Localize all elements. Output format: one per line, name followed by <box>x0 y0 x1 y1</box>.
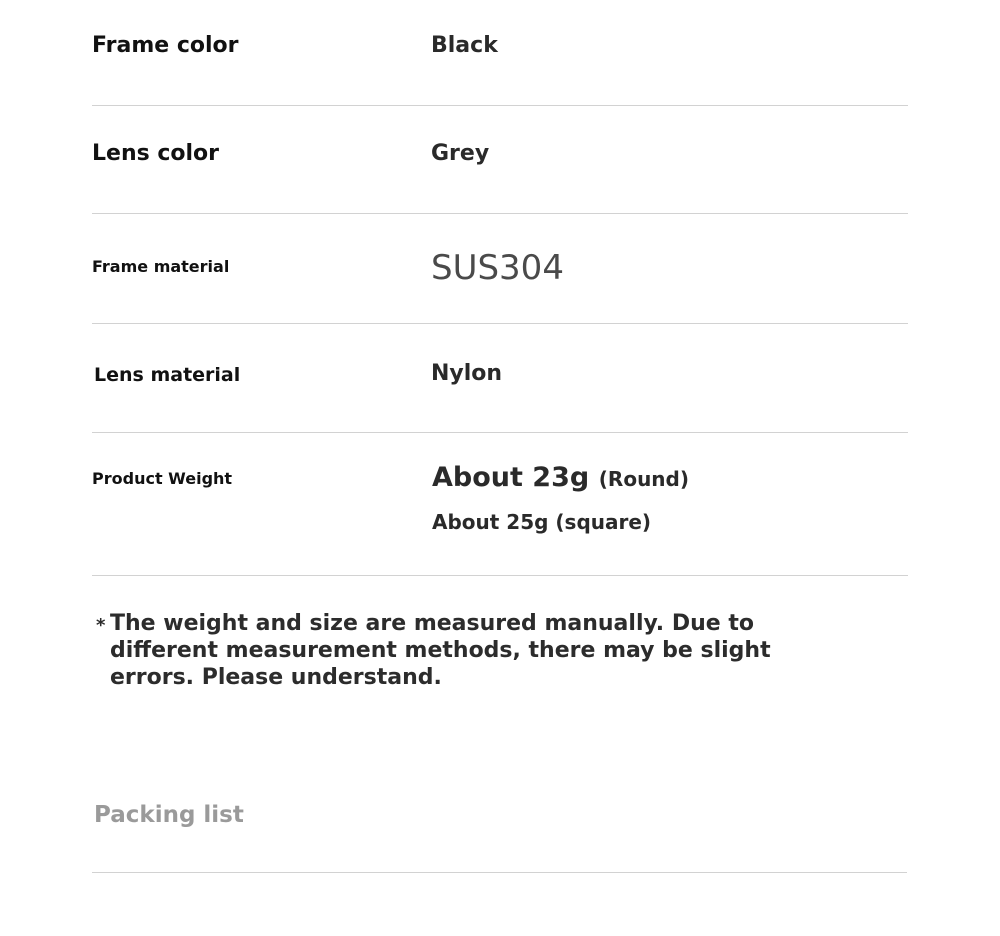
spec-row-lens-material <box>92 324 908 433</box>
spec-table <box>92 0 908 576</box>
spec-label: Frame color <box>92 33 239 58</box>
note-asterisk: * <box>96 615 106 636</box>
spec-row-frame-material <box>92 214 908 324</box>
weight-round-suffix: (Round) <box>598 467 689 491</box>
spec-label: Frame material <box>92 257 230 276</box>
spec-value: SUS304 <box>431 248 564 288</box>
packing-list-title: Packing list <box>94 802 244 828</box>
spec-value: Black <box>431 33 498 58</box>
note-text: The weight and size are measured manually. Due to different measurement methods, there may be slight errors. Please understand. <box>110 611 771 690</box>
spec-label: Lens material <box>94 364 241 386</box>
spec-label: Product Weight <box>92 469 233 488</box>
spec-row-lens-color <box>92 106 908 214</box>
weight-round <box>432 462 689 493</box>
weight-round-value: About 23g <box>432 462 590 493</box>
spec-row-product-weight <box>92 433 908 576</box>
weight-square: About 25g (square) <box>432 510 652 534</box>
measurement-note <box>96 610 856 691</box>
spec-value: Grey <box>431 141 490 166</box>
packing-divider <box>92 872 907 873</box>
spec-row-frame-color <box>92 0 908 106</box>
spec-label: Lens color <box>92 141 220 166</box>
spec-value: Nylon <box>431 361 503 386</box>
